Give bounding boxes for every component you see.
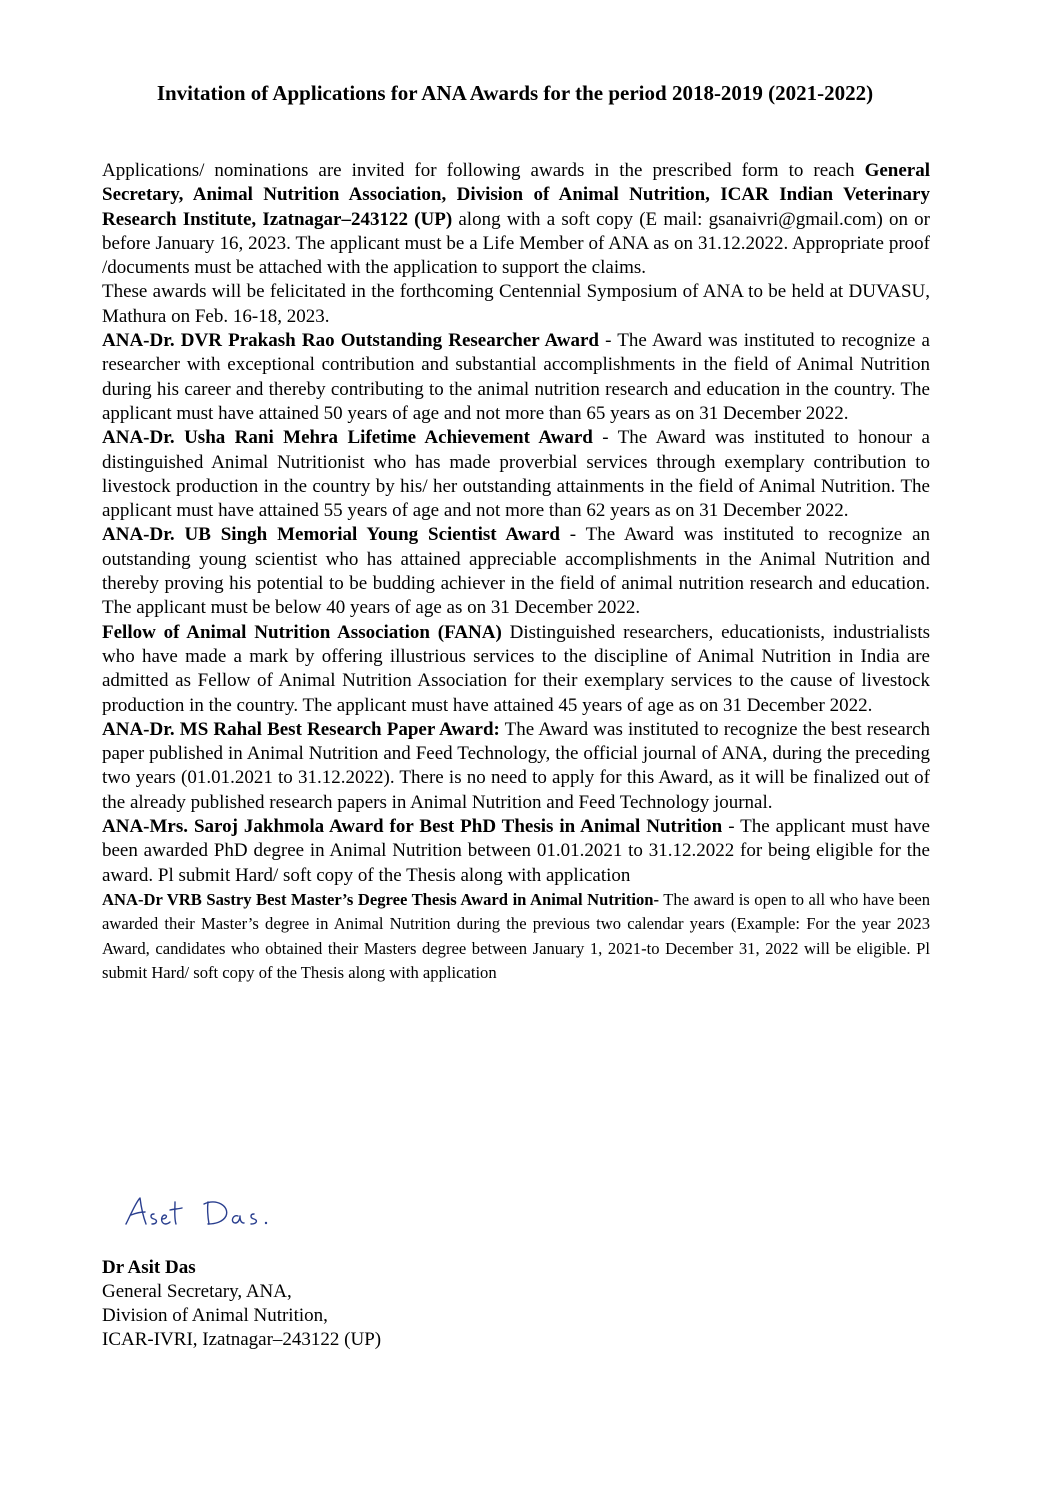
award-description: - The applicant must have been awarded PhD degree in Animal Nutrition between 01.01.2021 to 31.12.2022 for being eligible for the award. Pl submit Hard/ soft copy of the Thesis along with application	[102, 816, 930, 886]
award-vrb-sastry	[102, 888, 930, 985]
award-name: ANA-Dr. UB Singh Memorial Young Scientist Award	[102, 524, 560, 546]
intro-text-1: Applications/ nominations are invited for following awards in the prescribed form to reach	[102, 160, 865, 181]
award-name: ANA-Dr. Usha Rani Mehra Lifetime Achievement Award	[102, 427, 593, 449]
award-description: The award is open to all who have been awarded their Master’s degree in Animal Nutrition during the previous two calendar years (Example: For the year 2023 Award, candidates who obtained their Masters degree between January 1, 2021-to December 31, 2022 will be eligible. Pl submit Hard/ soft copy of the Thesis along with application	[102, 889, 930, 982]
document-title: Invitation of Applications for ANA Awards for the period 2018-2019 (2021-2022)	[156, 81, 874, 105]
award-ms-rahal	[102, 718, 930, 815]
intro-text-2: along with a soft copy (E mail: gsanaivri@gmail.com) on or before January 16, 2023. The applicant must be a Life Member of ANA as on 31.12.2022. Appropriate proof /documents must be attached with the application to support the claims.	[102, 208, 930, 279]
award-description: - The Award was instituted to honour a distinguished Animal Nutritionist who has made proverbial services through exemplary contribution to livestock production in the country by his/ her outstanding attainments in the field of Animal Nutrition. The applicant must have attained 55 years of age and not more than 62 years as on 31 December 2022.	[102, 427, 930, 522]
award-description: - The Award was instituted to recognize a researcher with exceptional contribution and substantial accomplishments in the field of Animal Nutrition during his career and thereby contributing to the animal nutrition research and education in the country. The applicant must have attained 50 years of age and not more than 65 years as on 31 December 2022.	[102, 330, 930, 424]
intro-address: General Secretary, Animal Nutrition Association, Division of Animal Nutrition, ICAR Indian Veterinary Research Institute, Izatnagar–243122 (UP)	[102, 160, 930, 230]
signatory-name: Dr Asit Das	[102, 1257, 196, 1278]
award-name: ANA-Dr VRB Sastry Best Master’s Degree Thesis Award in Animal Nutrition-	[102, 889, 660, 909]
award-prakash-rao	[102, 329, 930, 426]
document-body	[102, 159, 930, 985]
award-name: Fellow of Animal Nutrition Association (FANA)	[102, 621, 502, 643]
signatory-block	[102, 1256, 381, 1352]
signatory-address: ICAR-IVRI, Izatnagar–243122 (UP)	[102, 1329, 382, 1350]
handwritten-signature	[120, 1188, 320, 1238]
award-description: Distinguished researchers, educationists, industrialists who have made a mark by offering illustrious services to the discipline of Animal Nutrition in India are admitted as Fellow of Animal Nutrition Association for their exemplary services to the cause of livestock production in the country. The applicant must have attained 45 years of age as on 31 December 2022.	[102, 621, 930, 716]
intro-paragraph	[102, 159, 930, 280]
award-fana	[102, 621, 930, 718]
award-name: ANA-Mrs. Saroj Jakhmola Award for Best PhD Thesis in Animal Nutrition	[102, 816, 723, 838]
signatory-division: Division of Animal Nutrition,	[102, 1305, 328, 1326]
signatory-title: General Secretary, ANA,	[102, 1281, 292, 1302]
award-usha-rani-mehra	[102, 426, 930, 523]
felicitation-paragraph: These awards will be felicitated in the forthcoming Centennial Symposium of ANA to be held at DUVASU, Mathura on Feb. 16-18, 2023.	[102, 281, 930, 327]
award-ub-singh	[102, 523, 930, 620]
award-description: The Award was instituted to recognize the best research paper published in Animal Nutrition and Feed Technology, the official journal of ANA, during the preceding two years (01.01.2021 to 31.12.2022). There is no need to apply for this Award, as it will be finalized out of the already published research papers in Animal Nutrition and Feed Technology journal.	[102, 718, 931, 813]
award-name: ANA-Dr. MS Rahal Best Research Paper Award:	[102, 718, 500, 740]
award-name: ANA-Dr. DVR Prakash Rao Outstanding Researcher Award	[102, 330, 599, 352]
award-saroj-jakhmola	[102, 815, 930, 888]
award-description: - The Award was instituted to recognize an outstanding young scientist who has attained appreciable accomplishments in the Animal Nutrition and thereby proving his potential to be budding achiever in the field of animal nutrition research and education. The applicant must be below 40 years of age as on 31 December 2022.	[102, 524, 931, 619]
